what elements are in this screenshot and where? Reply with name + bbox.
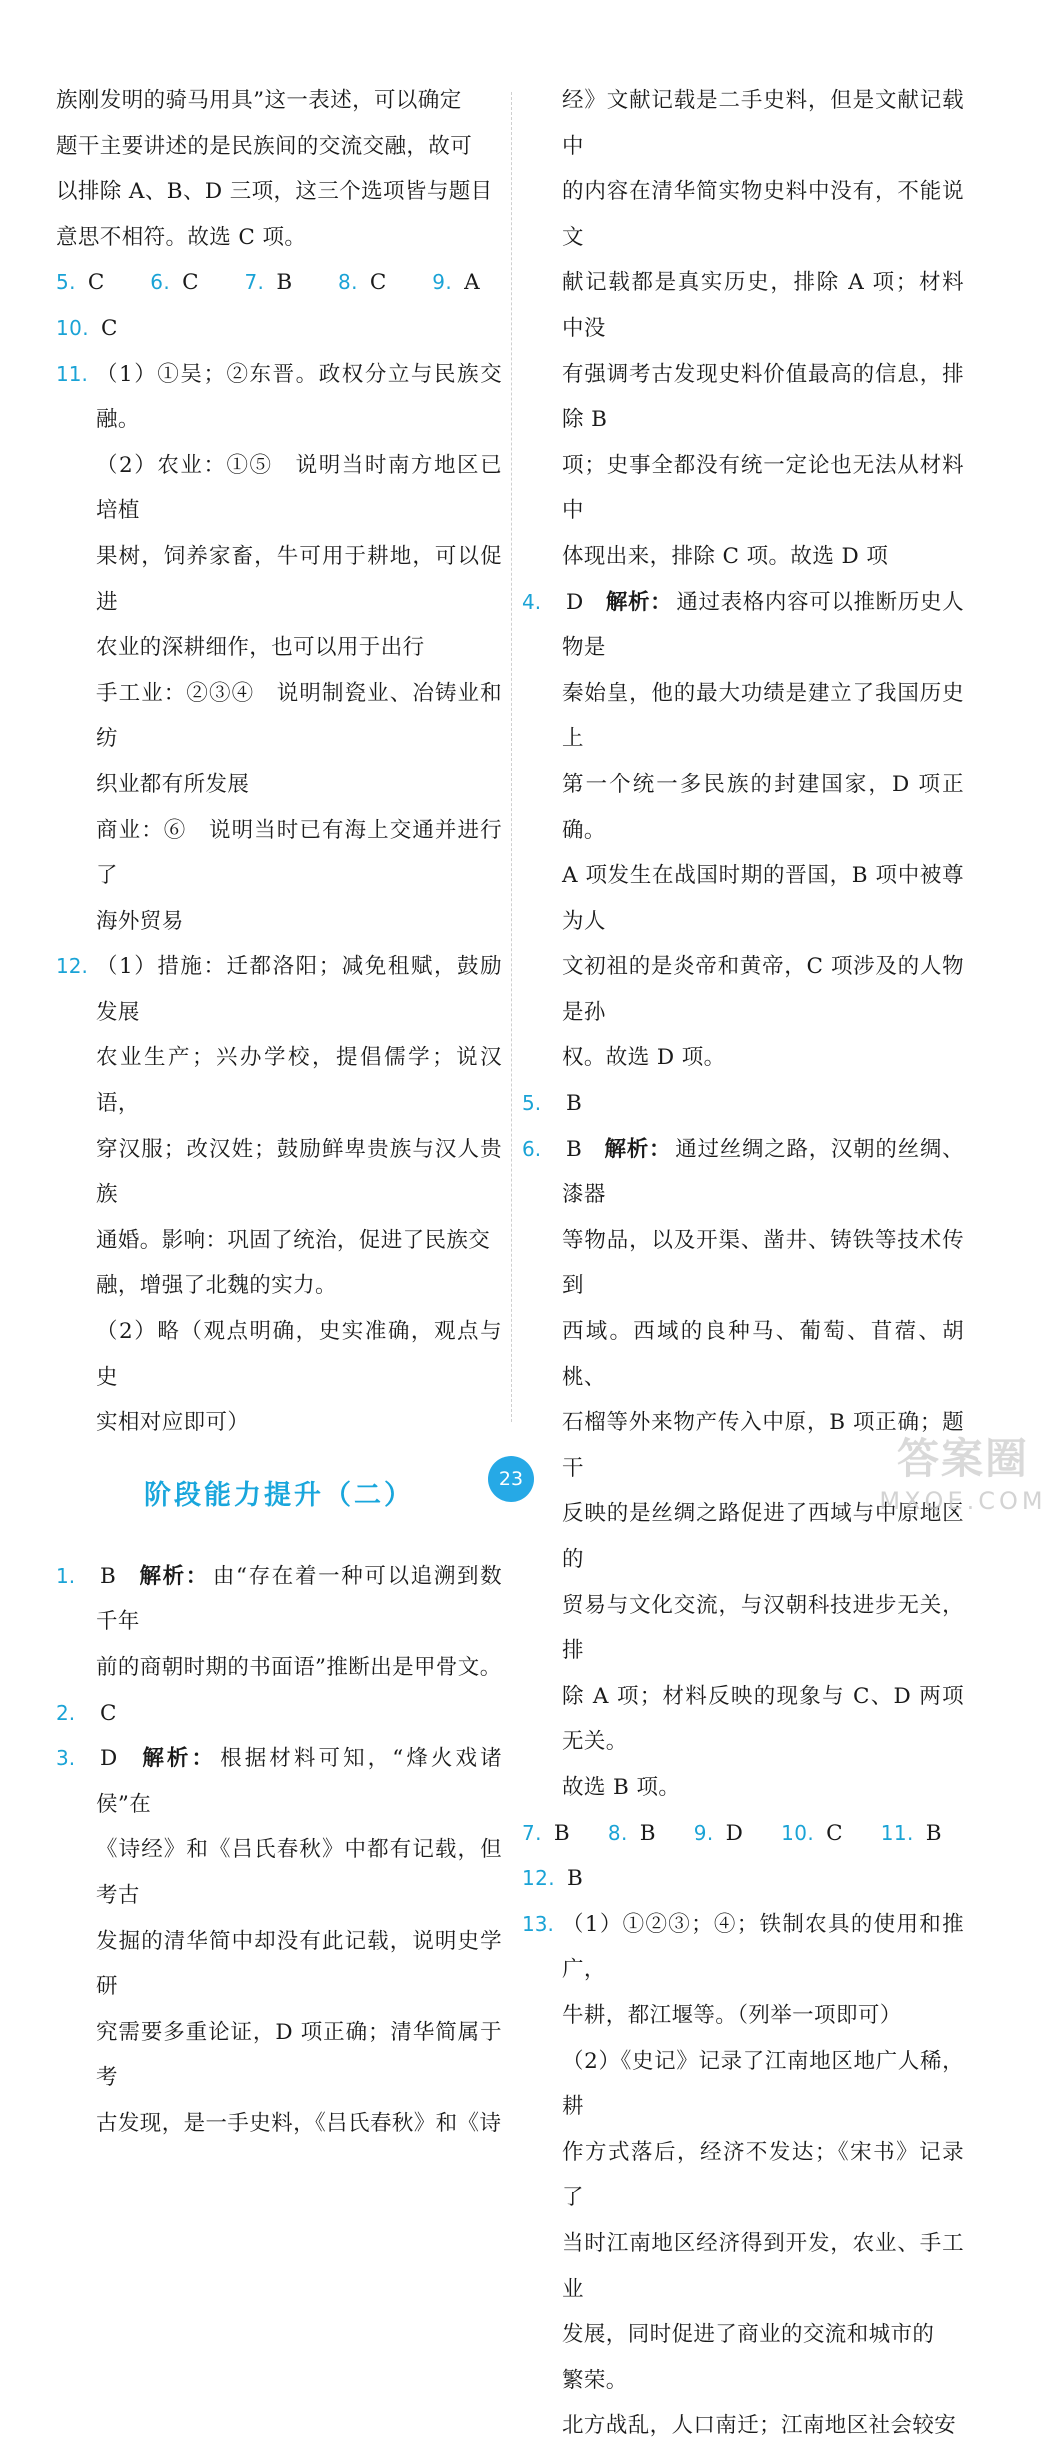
question-4: 4. D 解析： 通过表格内容可以推断历史人物是 秦始皇，他的最大功绩是建立了我国历史上 第一个统一多民族的封建国家，D 项正确。 A 项发生在战国时期的晋国，B 项中被尊为人 文初祖的是炎帝和黄帝，C 项涉及的人物是孙 权。故选 D 项。 xyxy=(522,580,964,1082)
question-number: 13. xyxy=(522,1911,554,1936)
question-2: 2. C xyxy=(56,1691,502,1737)
answer-row-5-10: 5. C 6. C 7. B 8. C 9. A 10. C xyxy=(56,270,481,341)
question-number: 1. xyxy=(56,1563,76,1588)
section-heading: 阶段能力提升（二） xyxy=(144,1479,414,1511)
right-column xyxy=(522,78,964,2449)
question-number: 11. xyxy=(56,361,88,386)
watermark-logo: 答案圈 MXQE.COM xyxy=(879,1434,1047,1515)
question-3: 3. D 解析： 根据材料可知，“烽火戏诸侯”在 《诗经》和《吕氏春秋》中都有记载，但考古 发掘的清华简中却没有此记载，说明史学研 究需要多重论证，D 项正确；清华简属于考 古发现，是一手史料，《吕氏春秋》和《诗 xyxy=(56,1736,502,2146)
question-number: 6. xyxy=(522,1136,542,1161)
question-11: 11. （1）①吴；②东晋。政权分立与民族交融。 （2）农业：①⑤ 说明当时南方地区已培植 果树，饲养家畜，牛可用于耕地，可以促进 农业的深耕细作，也可以用于出行 手工业：②③④ 说明制瓷业、冶铸业和纺 织业都有所发展 商业：⑥ 说明当时已有海上交通并进行了 海外贸易 xyxy=(56,352,502,945)
left-column xyxy=(56,78,502,2147)
question-12: 12. （1）措施：迁都洛阳；减免租赋，鼓励发展 农业生产；兴办学校，提倡儒学；说汉语， 穿汉服；改汉姓；鼓励鲜卑贵族与汉人贵族 通婚。影响：巩固了统治，促进了民族交 融，增强了北魏的实力。 （2）略（观点明确，史实准确，观点与史 实相对应即可） xyxy=(56,944,502,1446)
continued-analysis: 经》文献记载是二手史料，但是文献记载中 的内容在清华简实物史料中没有，不能说文 献记载都是真实历史，排除 A 项；材料中没 有强调考古发现史料价值最高的信息，排除 B 项；史事全都没有统一定论也无法从材料中 体现出来，排除 C 项。故选 D 项 xyxy=(562,88,964,569)
question-number: 3. xyxy=(56,1746,76,1771)
question-6: 6. B 解析： 通过丝绸之路，汉朝的丝绸、漆器 等物品，以及开渠、凿井、铸铁等技术传到 西域。西域的良种马、葡萄、苜蓿、胡桃、 石榴等外来物产传入中原，B 项正确；题干 反映的是丝绸之路促进了西域与中原地区的 贸易与文化交流，与汉朝科技进步无关，排 除 A 项；材料反映的现象与 C、D 两项无关。 故选 B 项。 xyxy=(522,1127,964,1811)
question-number: 12. xyxy=(56,954,88,979)
page-number: 23 xyxy=(488,1456,534,1502)
question-number: 4. xyxy=(522,589,542,614)
question-number: 2. xyxy=(56,1700,76,1725)
question-1: 1. B 解析： 由“存在着一种可以追溯到数千年 前的商朝时期的书面语”推断出是甲骨文。 xyxy=(56,1554,502,1691)
column-divider xyxy=(511,92,512,1422)
answer-row-7-12: 7. B 8. B 9. D 10. C 11. B 12. B xyxy=(522,1820,942,1892)
question-13: 13. （1）①②③；④；铁制农具的使用和推广， 牛耕，都江堰等。（列举一项即可） （2）《史记》记录了江南地区地广人稀，耕 作方式落后，经济不发达；《宋书》记录了 当时江南地区经济得到开发，农业、手工业 发展，同时促进了商业的交流和城市的 繁荣。 北方战乱，人口南迁；江南地区社会较安 xyxy=(522,1902,964,2449)
continued-analysis: 族刚发明的骑马用具”这一表述，可以确定 题干主要讲述的是民族间的交流交融，故可 以排除 A、B、D 三项，这三个选项皆与题目 意思不相符。故选 C 项。 xyxy=(56,88,493,250)
question-5: 5. B xyxy=(522,1081,964,1127)
question-number: 5. xyxy=(522,1091,542,1116)
